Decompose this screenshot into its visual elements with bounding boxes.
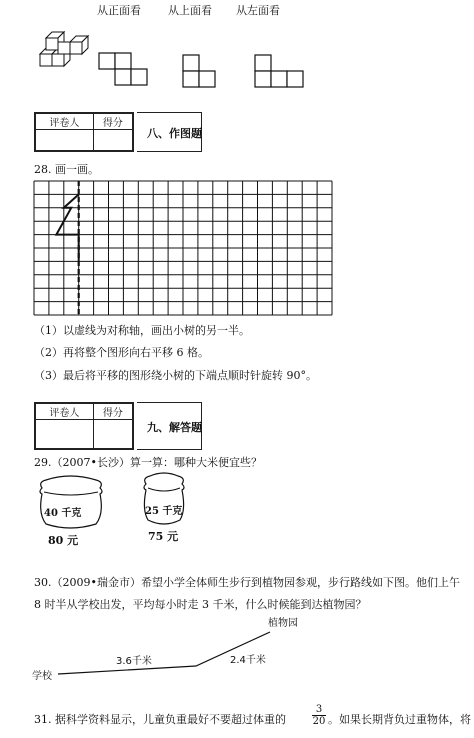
label-segment-1: 3.6千米: [116, 656, 152, 667]
view-label-front: 从正面看: [97, 4, 141, 17]
q31-text-after: 。如果长期背负过重物体，将: [328, 713, 471, 726]
half-tree-shape: [56, 194, 78, 261]
fraction-denominator: 20: [312, 716, 326, 727]
view-label-top: 从上面看: [168, 4, 212, 17]
top-view-figure: [182, 52, 222, 92]
bag2-price: 75 元: [148, 530, 179, 543]
bag1-price: 80 元: [48, 534, 79, 547]
fraction-numerator: 3: [312, 704, 326, 716]
q28-instruction-3: （3）最后将平移的图形绕小树的下端点顺时针旋转 90°。: [34, 369, 317, 382]
section-title-drawing: 八、作图题: [147, 127, 202, 140]
front-view-figure: [98, 50, 150, 90]
rice-bag-2-icon: [140, 472, 188, 530]
label-segment-2: 2.4千米: [230, 655, 266, 666]
label-botanical-garden: 植物园: [268, 618, 298, 629]
bag1-weight: 40 千克: [44, 508, 82, 519]
score-box-col-reviewer: 评卷人: [36, 404, 94, 420]
cube-stack-figure: [36, 26, 96, 71]
route-diagram: [34, 618, 304, 688]
score-box-1: [34, 112, 134, 152]
view-label-left: 从左面看: [236, 4, 280, 17]
score-box-col-score: 得分: [93, 114, 132, 130]
score-box-col-reviewer: 评卷人: [36, 114, 94, 130]
q28-instruction-1: （1）以虚线为对称轴，画出小树的另一半。: [34, 324, 250, 337]
label-school: 学校: [32, 671, 52, 682]
q31-fraction: [312, 704, 326, 727]
q31-text-before: 31. 据科学资料显示，儿童负重最好不要超过体重的: [34, 713, 286, 726]
section-title-answer: 九、解答题: [147, 421, 202, 434]
drawing-grid: [34, 181, 434, 317]
q30-text-line-1: 30.（2009•瑞金市）希望小学全体师生步行到植物园参观，步行路线如下图。他们上午: [34, 576, 460, 589]
q28-instruction-2: （2）再将整个图形向右平移 6 格。: [34, 346, 209, 359]
rice-bag-1-icon: [34, 474, 106, 534]
score-box-col-score: 得分: [93, 404, 132, 420]
left-view-figure: [252, 52, 312, 92]
q28-number: 28. 画一画。: [34, 163, 99, 176]
q30-text-line-2: 8 时半从学校出发，平均每小时走 3 千米，什么时候能到达植物园？: [34, 598, 367, 611]
q29-text: 29.（2007•长沙）算一算：哪种大米便宜些？: [34, 456, 262, 469]
score-box-2: [34, 402, 134, 450]
bag2-weight: 25 千克: [145, 506, 183, 517]
